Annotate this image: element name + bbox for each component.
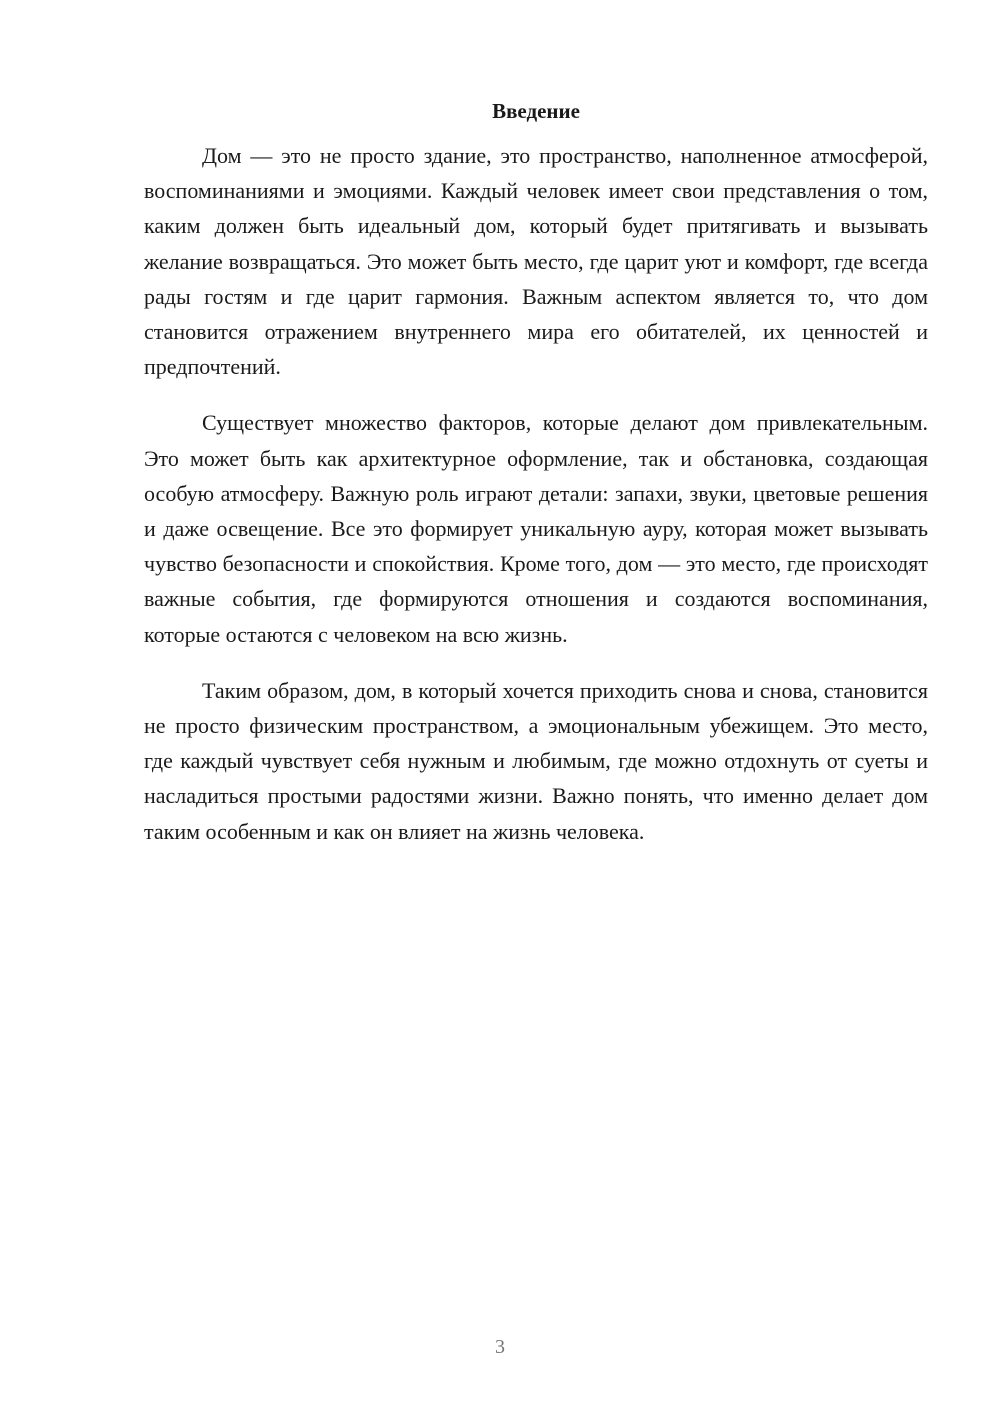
page-content [144,96,928,870]
page-number: 3 [495,1336,505,1358]
paragraph-2: Существует множество факторов, которые делают дом привлекательным. Это может быть как архитектурное оформление, так и обстановка, создающая особую атмосферу. Важную роль играют детали: запахи, звуки, цветовые решения и даже освещение. Все это формирует уникальную ауру, которая может вызывать чувство безопасности и спокойствия. Кроме того, дом — это место, где происходят важные события, где формируются отношения и создаются воспоминания, которые остаются с человеком на всю жизнь. [144,410,928,647]
paragraph-3: Таким образом, дом, в который хочется приходить снова и снова, становится не просто физическим пространством, а эмоциональным убежищем. Это место, где каждый чувствует себя нужным и любимым, где можно отдохнуть от суеты и насладиться простыми радостями жизни. Важно понять, что именно делает дом таким особенным и как он влияет на жизнь человека. [144,677,928,844]
section-heading: Введение [492,99,580,123]
paragraph-1: Дом — это не просто здание, это пространство, наполненное атмосферой, воспоминаниями и эмоциями. Каждый человек имеет свои представления о том, каким должен быть идеальный дом, который будет притягивать и вызывать желание возвращаться. Это может быть место, где царит уют и комфорт, где всегда рады гостям и где царит гармония. Важным аспектом является то, что дом становится отражением внутреннего мира его обитателей, их ценностей и предпочтений. [144,143,928,380]
